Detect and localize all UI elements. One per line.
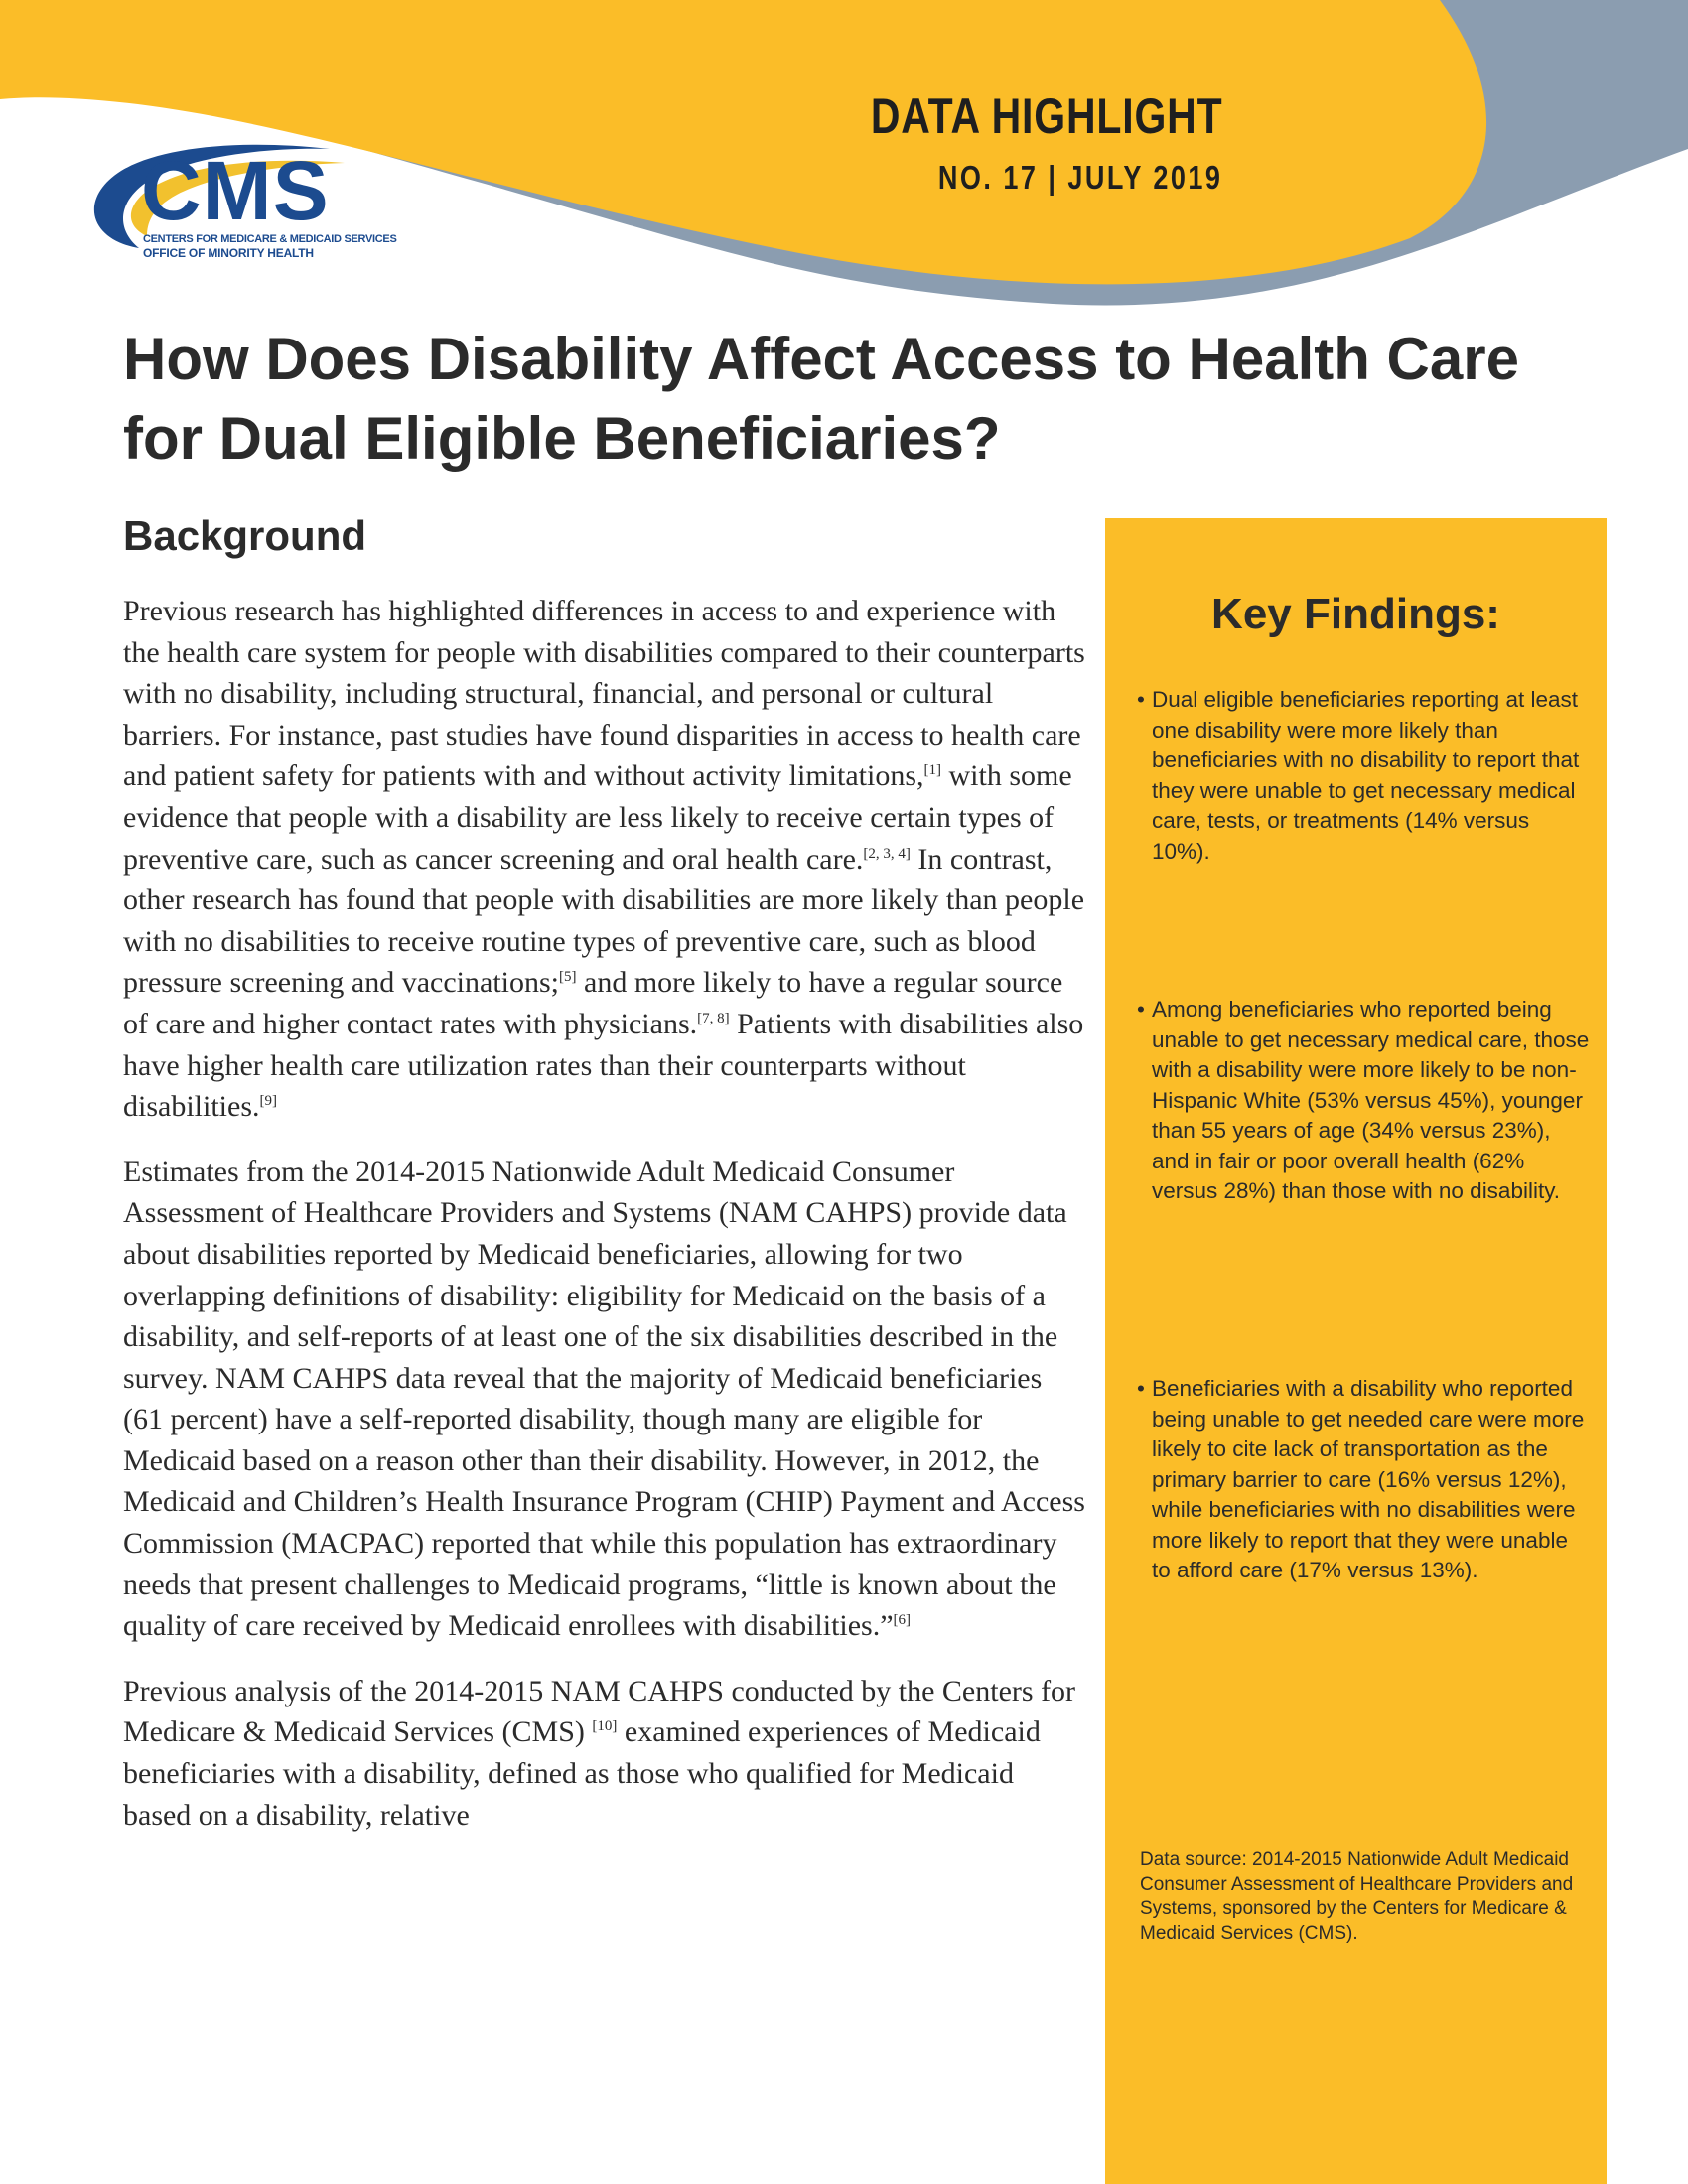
logo-office-name: OFFICE OF MINORITY HEALTH	[143, 246, 314, 260]
key-finding-item	[1137, 995, 1591, 1207]
text-run: and more likely to have a regular source of care and higher contact rates with physicians.	[123, 966, 1063, 1040]
key-findings-title: Key Findings:	[1211, 590, 1500, 638]
key-finding-text: Beneficiaries with a disability who reported being unable to get needed care were more likely to cite lack of transportation as the primary barrier to care (16% versus 12%), while beneficiaries with no disabilities were more likely to report that they were unable to afford care (17% versus 13%).	[1152, 1376, 1585, 1582]
citation: [6]	[893, 1612, 912, 1629]
citation: [9]	[259, 1093, 277, 1110]
page-title: How Does Disability Affect Access to Health Care for Dual Eligible Beneficiaries?	[123, 326, 1519, 472]
key-finding-text: Among beneficiaries who reported being unable to get necessary medical care, those with a disability were more likely to be non-Hispanic White (53% versus 45%), younger than 55 years of age (34% versus 23%), and in fair or poor overall health (62% versus 28%) than those with no disability.	[1152, 997, 1590, 1203]
text-run: Estimates from the 2014-2015 Nationwide Adult Medicaid Consumer Assessment of Healthcare Providers and Systems (NAM CAHPS) provide data about disabilities reported by Medicaid beneficiaries, allowing for two overlapping definitions of disability: eligibility for Medicaid on the basis of a disability, and self-reports of at least one of the six disabilities described in the survey. NAM CAHPS data reveal that the majority of Medicaid beneficiaries (61 percent) have a self-reported disability, though many are eligible for Medicaid based on a reason other than their disability. However, in 2012, the Medicaid and Children’s Health Insurance Program (CHIP) Payment and Access Commission (MACPAC) reported that while this population has extraordinary needs that present challenges to Medicaid programs, “little is known about the quality of care received by Medicaid enrollees with disabilities.”	[123, 1155, 1085, 1643]
citation: [5]	[559, 969, 577, 986]
bullet-icon: •	[1137, 1376, 1145, 1401]
issue-line: NO. 17 | JULY 2019	[937, 159, 1222, 196]
key-finding-item	[1137, 685, 1591, 867]
text-run: with some evidence that people with a disability are less likely to receive certain types of preventive care, such as cancer screening and oral health care.	[123, 759, 1072, 876]
text-run: In contrast, other research has found that people with disabilities are more likely than people with no disabilities to receive routine types of preventive care, such as blood pressure screening and vaccinations;	[123, 842, 1085, 1000]
bullet-icon: •	[1137, 997, 1145, 1022]
paragraph-3	[123, 1671, 1086, 1836]
key-finding-text: Dual eligible beneficiaries reporting at least one disability were more likely than beneficiaries with no disability to report that they were unable to get necessary medical care, tests, or treatments (14% versus 10%).	[1152, 687, 1580, 864]
key-findings-sidebar	[1105, 518, 1607, 2184]
citation: [10]	[592, 1718, 618, 1735]
citation: [2, 3, 4]	[863, 845, 911, 862]
text-run: Previous research has highlighted differences in access to and experience with the health care system for people with disabilities compared to their counterparts with no disability, including structural, financial, and personal or cultural barriers. For instance, past studies have found disparities in access to health care and patient safety for patients with and without activity limitations,	[123, 595, 1085, 793]
cms-logo	[81, 141, 429, 258]
citation: [7, 8]	[697, 1010, 730, 1026]
key-finding-item	[1137, 1374, 1591, 1586]
text-run: Patients with disabilities also have higher health care utilization rates than their counterparts without disabilities.	[123, 1007, 1084, 1124]
citation: [1]	[923, 762, 941, 779]
text-run: Previous analysis of the 2014-2015 NAM CAHPS conducted by the Centers for Medicare & Medicaid Services (CMS)	[123, 1674, 1076, 1749]
section-heading-background: Background	[123, 512, 367, 559]
paragraph-2	[123, 1152, 1086, 1647]
logo-agency-name: CENTERS FOR MEDICARE & MEDICAID SERVICES	[143, 233, 397, 245]
data-source-note: Data source: 2014-2015 Nationwide Adult Medicaid Consumer Assessment of Healthcare Providers and Systems, sponsored by the Centers for Medicare & Medicaid Services (CMS).	[1140, 1849, 1574, 1944]
paragraph-1	[123, 591, 1086, 1128]
series-title: DATA HIGHLIGHT	[870, 88, 1222, 144]
cms-wordmark: CMS	[141, 144, 330, 237]
text-run: examined experiences of Medicaid beneficiaries with a disability, defined as those who qualified for Medicaid based on a disability, relative	[123, 1715, 1041, 1832]
main-text-column	[123, 591, 1086, 1859]
bullet-icon: •	[1137, 687, 1145, 712]
